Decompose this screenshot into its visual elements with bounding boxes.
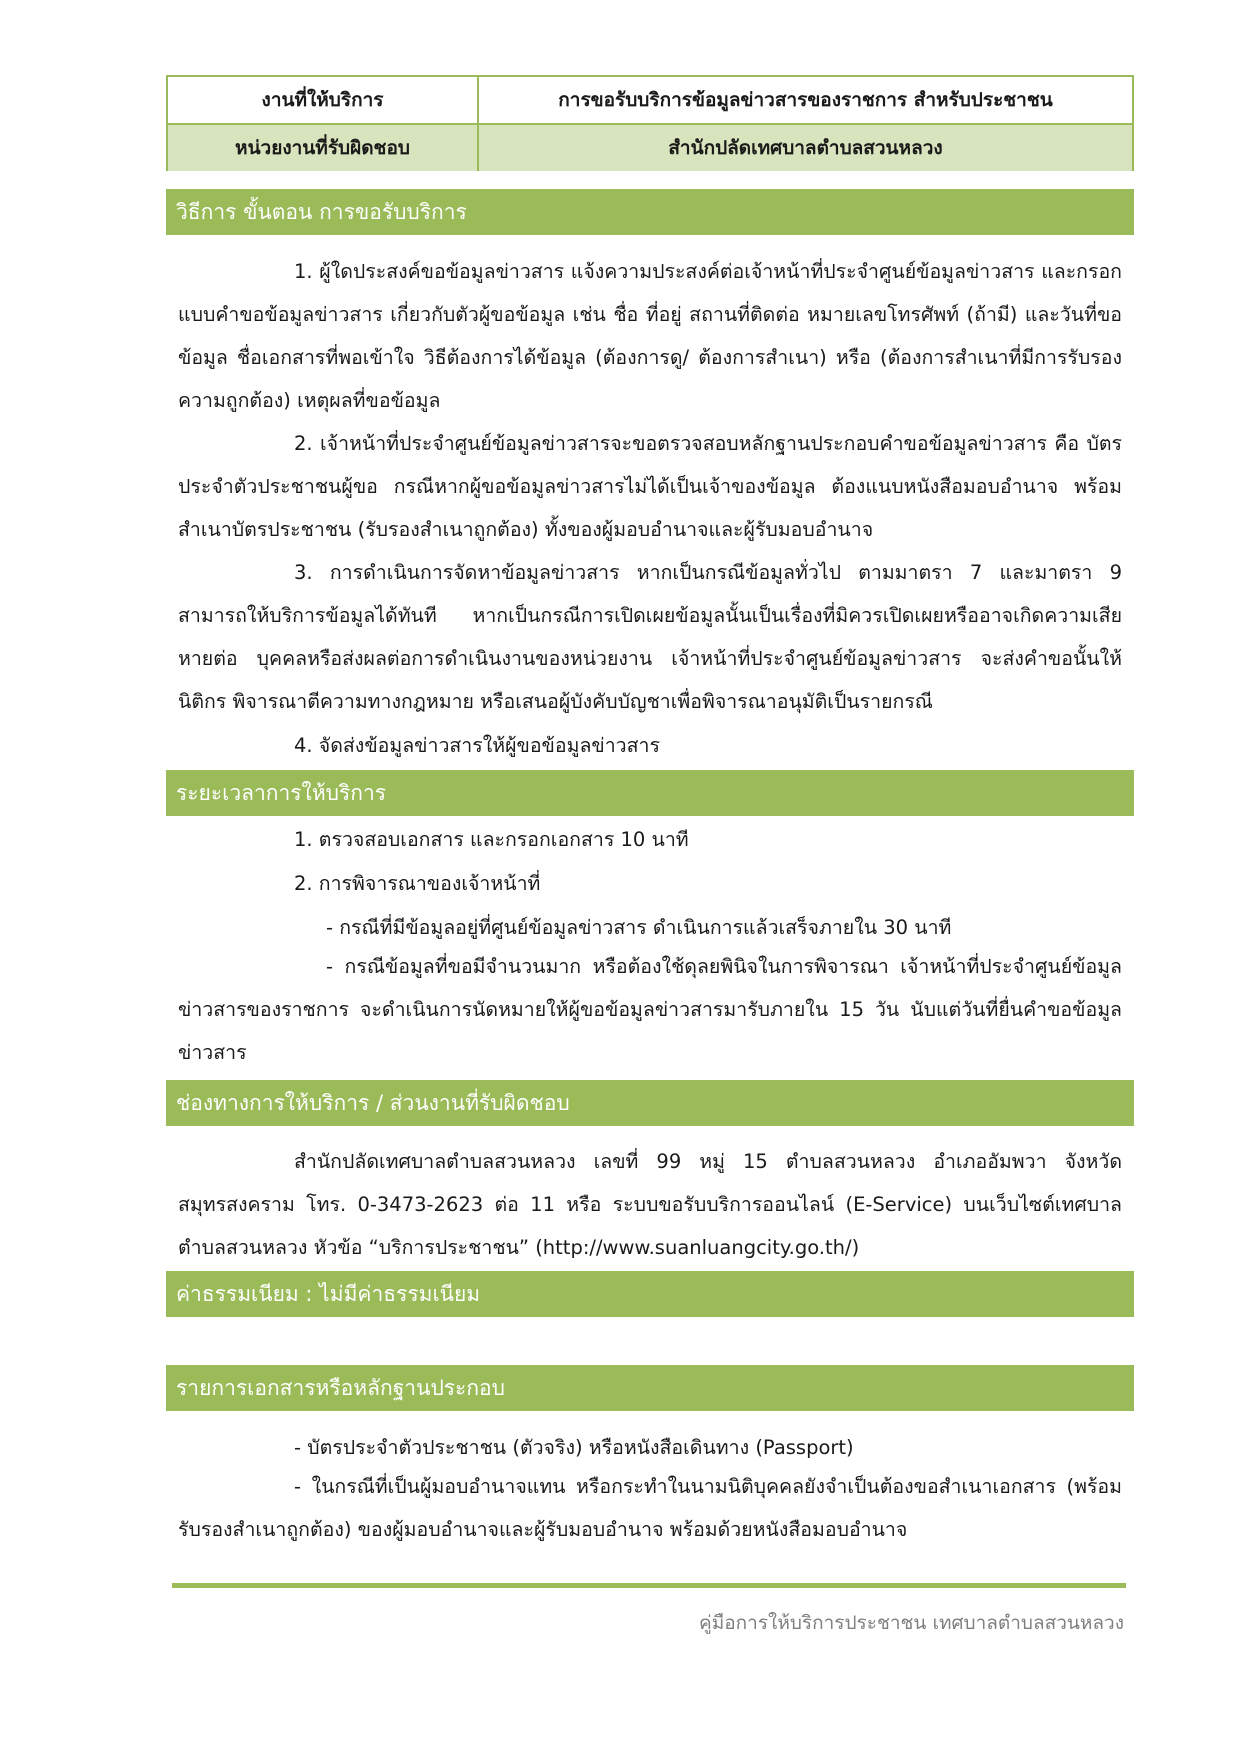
agency-label: หน่วยงานที่รับผิดชอบ xyxy=(168,125,479,171)
procedure-step-1: 1. ผู้ใดประสงค์ขอข้อมูลข่าวสาร แจ้งความประสงค์ต่อเจ้าหน้าที่ประจำศูนย์ข้อมูลข่าวสาร และกรอกแบบคำขอข้อมูลข่าวสาร เกี่ยวกับตัวผู้ขอข้อมูล เช่น ชื่อ ที่อยู่ สถานที่ติดต่อ หมายเลขโทรศัพท์ (ถ้ามี) และวันที่ขอข้อมูล ชื่อเอกสารที่พอเข้าใจ วิธีต้องการได้ข้อมูล (ต้องการดู/ ต้องการสำเนา) หรือ (ต้องการสำเนาที่มีการรับรองความถูกต้อง) เหตุผลที่ขอข้อมูล xyxy=(178,260,1122,412)
duration-sub-2: - กรณีข้อมูลที่ขอมีจำนวนมาก หรือต้องใช้ดุลยพินิจในการพิจารณา เจ้าหน้าที่ประจำศูนย์ข้อมูลข่าวสารของราชการ จะดำเนินการนัดหมายให้ผู้ขอข้อมูลข่าวสารมารับภายใน 15 วัน นับแต่วันที่ยื่นคำขอข้อมูลข่าวสาร xyxy=(178,955,1122,1064)
service-info-table xyxy=(166,75,1134,171)
procedure-step-4: 4. จัดส่งข้อมูลข่าวสารให้ผู้ขอข้อมูลข่าวสาร xyxy=(294,734,660,757)
documents-heading: รายการเอกสารหรือหลักฐานประกอบ xyxy=(166,1365,1134,1411)
agency-row xyxy=(168,123,1132,171)
channel-heading: ช่องทางการให้บริการ / ส่วนงานที่รับผิดชอบ xyxy=(166,1080,1134,1126)
service-value: การขอรับบริการข้อมูลข่าวสารของราชการ สำหรับประชาชน xyxy=(558,89,1053,111)
service-row xyxy=(168,77,1132,123)
procedure-step-3: 3. การดำเนินการจัดหาข้อมูลข่าวสาร หากเป็นกรณีข้อมูลทั่วไป ตามมาตรา 7 และมาตรา 9 สามารถให้บริการข้อมูลได้ทันที หากเป็นกรณีการเปิดเผยข้อมูลนั้นเป็นเรื่องที่มิควรเปิดเผยหรืออาจเกิดความเสียหายต่อ บุคคลหรือส่งผลต่อการดำเนินงานของหน่วยงาน เจ้าหน้าที่ประจำศูนย์ข้อมูลข่าวสาร จะส่งคำขอนั้นให้นิติกร พิจารณาตีความทางกฎหมาย หรือเสนอผู้บังคับบัญชาเพื่อพิจารณาอนุมัติเป็นรายกรณี xyxy=(178,561,1122,713)
documents-item-1: - บัตรประจำตัวประชาชน (ตัวจริง) หรือหนังสือเดินทาง (Passport) xyxy=(294,1436,854,1459)
footer-caption: คู่มือการให้บริการประชาชน เทศบาลตำบลสวนหลวง xyxy=(699,1612,1124,1634)
duration-sub-1: - กรณีที่มีข้อมูลอยู่ที่ศูนย์ข้อมูลข่าวสาร ดำเนินการแล้วเสร็จภายใน 30 นาที xyxy=(326,916,952,939)
agency-value: สำนักปลัดเทศบาลตำบลสวนหลวง xyxy=(668,137,943,159)
channel-text: สำนักปลัดเทศบาลตำบลสวนหลวง เลขที่ 99 หมู่ 15 ตำบลสวนหลวง อำเภออัมพวา จังหวัดสมุทรสงคราม โทร. 0-3473-2623 ต่อ 11 หรือ ระบบขอรับบริการออนไลน์ (E-Service) บนเว็บไซต์เทศบาลตำบลสวนหลวง หัวข้อ “บริการประชาชน” (http://www.suanluangcity.go.th/) xyxy=(178,1150,1122,1259)
footer-divider xyxy=(172,1583,1126,1588)
procedure-step-2: 2. เจ้าหน้าที่ประจำศูนย์ข้อมูลข่าวสารจะขอตรวจสอบหลักฐานประกอบคำขอข้อมูลข่าวสาร คือ บัตรประจำตัวประชาชนผู้ขอ กรณีหากผู้ขอข้อมูลข่าวสารไม่ได้เป็นเจ้าของข้อมูล ต้องแนบหนังสือมอบอำนาจ พร้อมสำเนาบัตรประชาชน (รับรองสำเนาถูกต้อง) ทั้งของผู้มอบอำนาจและผู้รับมอบอำนาจ xyxy=(178,432,1122,541)
duration-item-2: 2. การพิจารณาของเจ้าหน้าที่ xyxy=(294,872,541,895)
fee-heading: ค่าธรรมเนียม : ไม่มีค่าธรรมเนียม xyxy=(166,1271,1134,1317)
documents-item-2: - ในกรณีที่เป็นผู้มอบอำนาจแทน หรือกระทำในนามนิติบุคคลยังจำเป็นต้องขอสำเนาเอกสาร (พร้อมรับรองสำเนาถูกต้อง) ของผู้มอบอำนาจและผู้รับมอบอำนาจ พร้อมด้วยหนังสือมอบอำนาจ xyxy=(178,1475,1122,1541)
duration-item-1: 1. ตรวจสอบเอกสาร และกรอกเอกสาร 10 นาที xyxy=(294,828,689,851)
duration-heading: ระยะเวลาการให้บริการ xyxy=(166,770,1134,816)
procedure-heading: วิธีการ ขั้นตอน การขอรับบริการ xyxy=(166,189,1134,235)
service-label: งานที่ให้บริการ xyxy=(168,77,479,123)
